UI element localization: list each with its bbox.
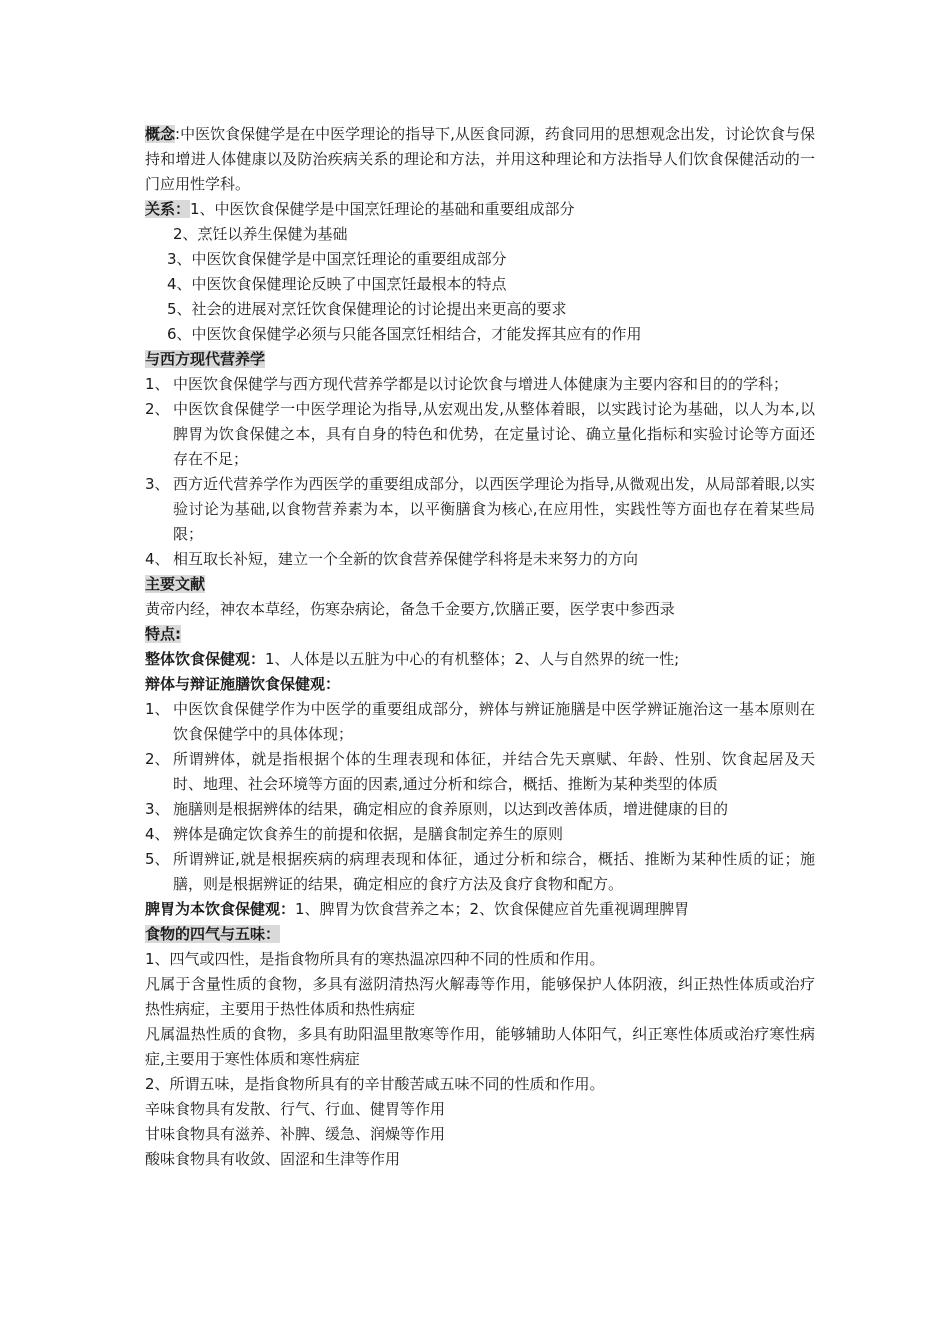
four-five-line: 酸味食物具有收敛、固涩和生津等作用: [145, 1150, 401, 1168]
item-text: 中医饮食保健学作为中医学的重要组成部分，辨体与辨证施膳是中医学辨证施治这一基本原则在饮食保健学中的具体体现；: [173, 700, 815, 743]
literature-text: 黄帝内经，神农本草经，伤寒杂病论，备急千金要方,饮膳正要，医学衷中参西录: [145, 600, 675, 618]
item-number: 2、: [145, 750, 170, 768]
relation-item: 1、中医饮食保健学是中国烹饪理论的基础和重要组成部分: [190, 200, 575, 218]
four-five-line: 凡属温热性质的食物，多具有助阳温里散寒等作用，能够辅助人体阳气，纠正寒性体质或治疗寒性病症,主要用于寒性体质和寒性病症: [145, 1025, 815, 1068]
item-text: 中医饮食保健学与西方现代营养学都是以讨论饮食与增进人体健康为主要内容和目的的学科；: [173, 375, 789, 393]
western-item: [145, 372, 815, 397]
item-text: 所谓辨体，就是指根据个体的生理表现和体征，并结合先天禀赋、年龄、性别、饮食起居及天时、地理、社会环境等方面的因素,通过分析和综合，概括、推断为某种类型的体质: [173, 750, 815, 793]
syndrome-item: [145, 847, 815, 897]
western-item: [145, 397, 815, 472]
western-item: [145, 472, 815, 547]
four-five-line: 1、四气或四性，是指食物所具有的寒热温凉四种不同的性质和作用。: [145, 950, 605, 968]
item-number: 1、: [145, 700, 170, 718]
holistic-text: 1、人体是以五脏为中心的有机整体；2、人与自然界的统一性;: [265, 650, 680, 668]
literature-heading: 主要文献: [145, 575, 206, 593]
holistic-label: 整体饮食保健观：: [145, 650, 266, 668]
western-item: [145, 547, 815, 572]
relation-item: 6、中医饮食保健学必须与只能各国烹饪相结合，才能发挥其应有的作用: [167, 325, 642, 343]
concept-paragraph: [145, 122, 815, 197]
relation-item: 5、社会的进展对烹饪饮食保健理论的讨论提出来更高的要求: [167, 300, 567, 318]
item-number: 5、: [145, 850, 170, 868]
four-five-heading: 食物的四气与五味：: [145, 925, 281, 943]
item-text: 所谓辨证,就是根据疾病的病理表现和体征，通过分析和综合，概括、推断为某种性质的证；施膳，则是根据辨证的结果，确定相应的食疗方法及食疗食物和配方。: [173, 850, 815, 893]
spleen-text: 1、脾胃为饮食营养之本；2、饮食保健应首先重视调理脾胃: [295, 900, 690, 918]
relation-first-line: [145, 197, 815, 222]
item-text: 施膳则是根据辨体的结果，确定相应的食养原则，以达到改善体质，增进健康的目的: [173, 800, 729, 818]
features-heading: 特点:: [145, 625, 181, 643]
four-five-line: 凡属于含量性质的食物，多具有滋阴清热泻火解毒等作用，能够保护人体阴液，纠正热性体质或治疗热性病症，主要用于热性体质和热性病症: [145, 975, 815, 1018]
four-five-line: 甘味食物具有滋养、补脾、缓急、润燥等作用: [145, 1125, 446, 1143]
relation-item: 2、烹饪以养生保健为基础: [173, 225, 348, 243]
item-text: 辨体是确定饮食养生的前提和依据，是膳食制定养生的原则: [173, 825, 564, 843]
item-number: 1、: [145, 375, 170, 393]
holistic-line: [145, 647, 815, 672]
syndrome-item: [145, 822, 815, 847]
relation-heading: 关系：: [145, 200, 191, 218]
syndrome-item: [145, 797, 815, 822]
item-number: 2、: [145, 400, 170, 418]
spleen-label: 脾胃为本饮食保健观：: [145, 900, 296, 918]
concept-text: :中医饮食保健学是在中医学理论的指导下,从医食同源，药食同用的思想观念出发，讨论饮食与保持和增进人体健康以及防治疾病关系的理论和方法，并用这种理论和方法指导人们饮食保健活动的一门应用性学科。: [145, 125, 815, 193]
item-number: 3、: [145, 475, 170, 493]
syndrome-item: [145, 747, 815, 797]
item-text: 西方近代营养学作为西医学的重要组成部分，以西医学理论为指导,从微观出发，从局部着眼,以实验讨论为基础,以食物营养素为本，以平衡膳食为核心,在应用性，实践性等方面也存在着某些局限；: [173, 475, 815, 543]
item-number: 3、: [145, 800, 170, 818]
item-text: 相互取长补短，建立一个全新的饮食营养保健学科将是未来努力的方向: [173, 550, 639, 568]
western-heading: 与西方现代营养学: [145, 350, 266, 368]
syndrome-heading: 辩体与辩证施膳饮食保健观：: [145, 675, 341, 693]
four-five-line: 2、所谓五味，是指食物所具有的辛甘酸苦咸五味不同的性质和作用。: [145, 1075, 605, 1093]
relation-item: 4、中医饮食保健理论反映了中国烹饪最根本的特点: [167, 275, 507, 293]
concept-heading: 概念: [145, 125, 176, 143]
spleen-line: [145, 897, 815, 922]
item-text: 中医饮食保健学一中医学理论为指导,从宏观出发,从整体着眼，以实践讨论为基础，以人为本,以脾胃为饮食保健之本，具有自身的特色和优势，在定量讨论、确立量化指标和实验讨论等方面还存在不足；: [173, 400, 815, 468]
relation-item: 3、中医饮食保健学是中国烹饪理论的重要组成部分: [167, 250, 507, 268]
item-number: 4、: [145, 825, 170, 843]
item-number: 4、: [145, 550, 170, 568]
four-five-line: 辛味食物具有发散、行气、行血、健胃等作用: [145, 1100, 446, 1118]
syndrome-item: [145, 697, 815, 747]
